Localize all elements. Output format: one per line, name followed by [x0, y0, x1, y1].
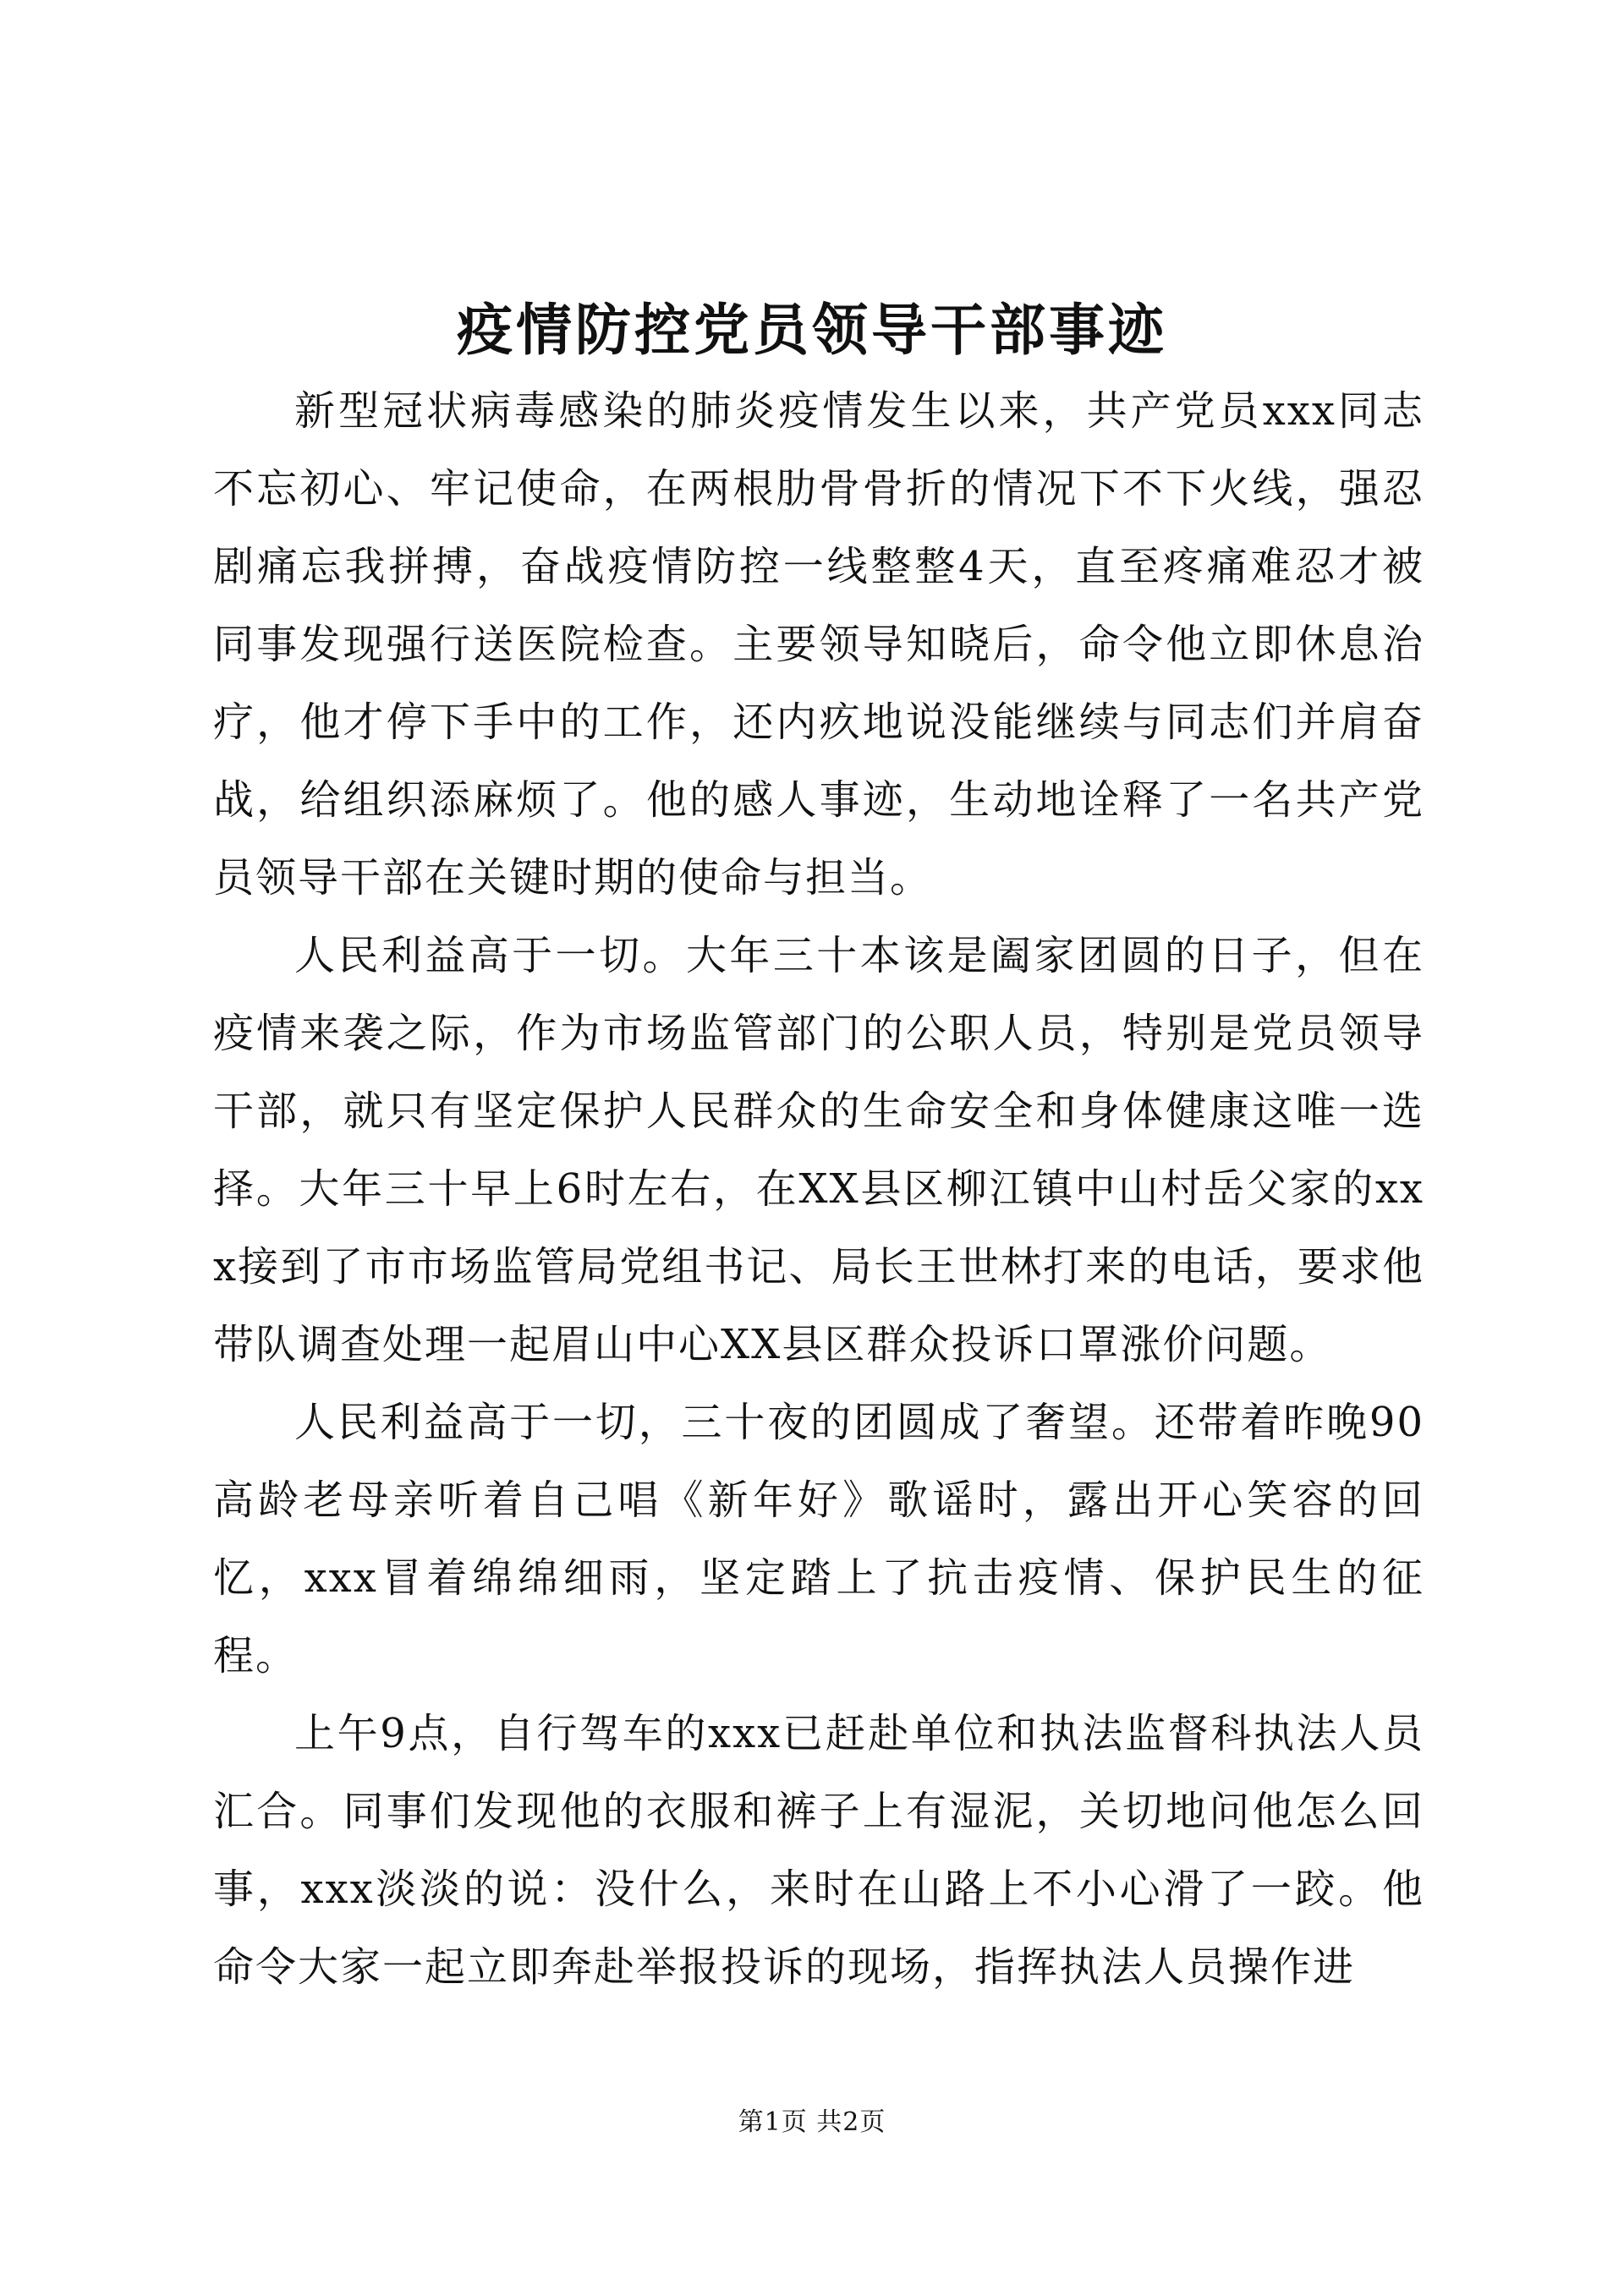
paragraph-3: 人民利益高于一切，三十夜的团圆成了奢望。还带着昨晚90高龄老母亲听着自己唱《新年好》歌谣时，露出开心笑容的回忆，xxx冒着绵绵细雨，坚定踏上了抗击疫情、保护民生的征程。 — [213, 1399, 1424, 1680]
document-title: 疫情防控党员领导干部事迹 — [457, 297, 1167, 363]
document-body — [213, 372, 1424, 2006]
paragraph-4: 上午9点，自行驾车的xxx已赶赴单位和执法监督科执法人员汇合。同事们发现他的衣服和裤子上有湿泥，关切地问他怎么回事，xxx淡淡的说：没什么，来时在山路上不小心滑了一跤。他命令大家一起立即奔赴举报投诉的现场，指挥执法人员操作进 — [213, 1710, 1424, 1991]
page-footer: 第1页 共2页 — [738, 2107, 886, 2137]
paragraph-2: 人民利益高于一切。大年三十本该是阖家团圆的日子，但在疫情来袭之际，作为市场监管部门的公职人员，特别是党员领导干部，就只有坚定保护人民群众的生命安全和身体健康这唯一选择。大年三十早上6时左右，在XX县区柳江镇中山村岳父家的xxx接到了市市场监管局党组书记、局长王世林打来的电话，要求他带队调查处理一起眉山中心XX县区群众投诉口罩涨价问题。 — [213, 932, 1424, 1368]
paragraph-1: 新型冠状病毒感染的肺炎疫情发生以来，共产党员xxx同志不忘初心、牢记使命，在两根肋骨骨折的情况下不下火线，强忍剧痛忘我拼搏，奋战疫情防控一线整整4天，直至疼痛难忍才被同事发现强行送医院检查。主要领导知晓后，命令他立即休息治疗，他才停下手中的工作，还内疚地说没能继续与同志们并肩奋战，给组织添麻烦了。他的感人事迹，生动地诠释了一名共产党员领导干部在关键时期的使命与担当。 — [213, 387, 1424, 901]
